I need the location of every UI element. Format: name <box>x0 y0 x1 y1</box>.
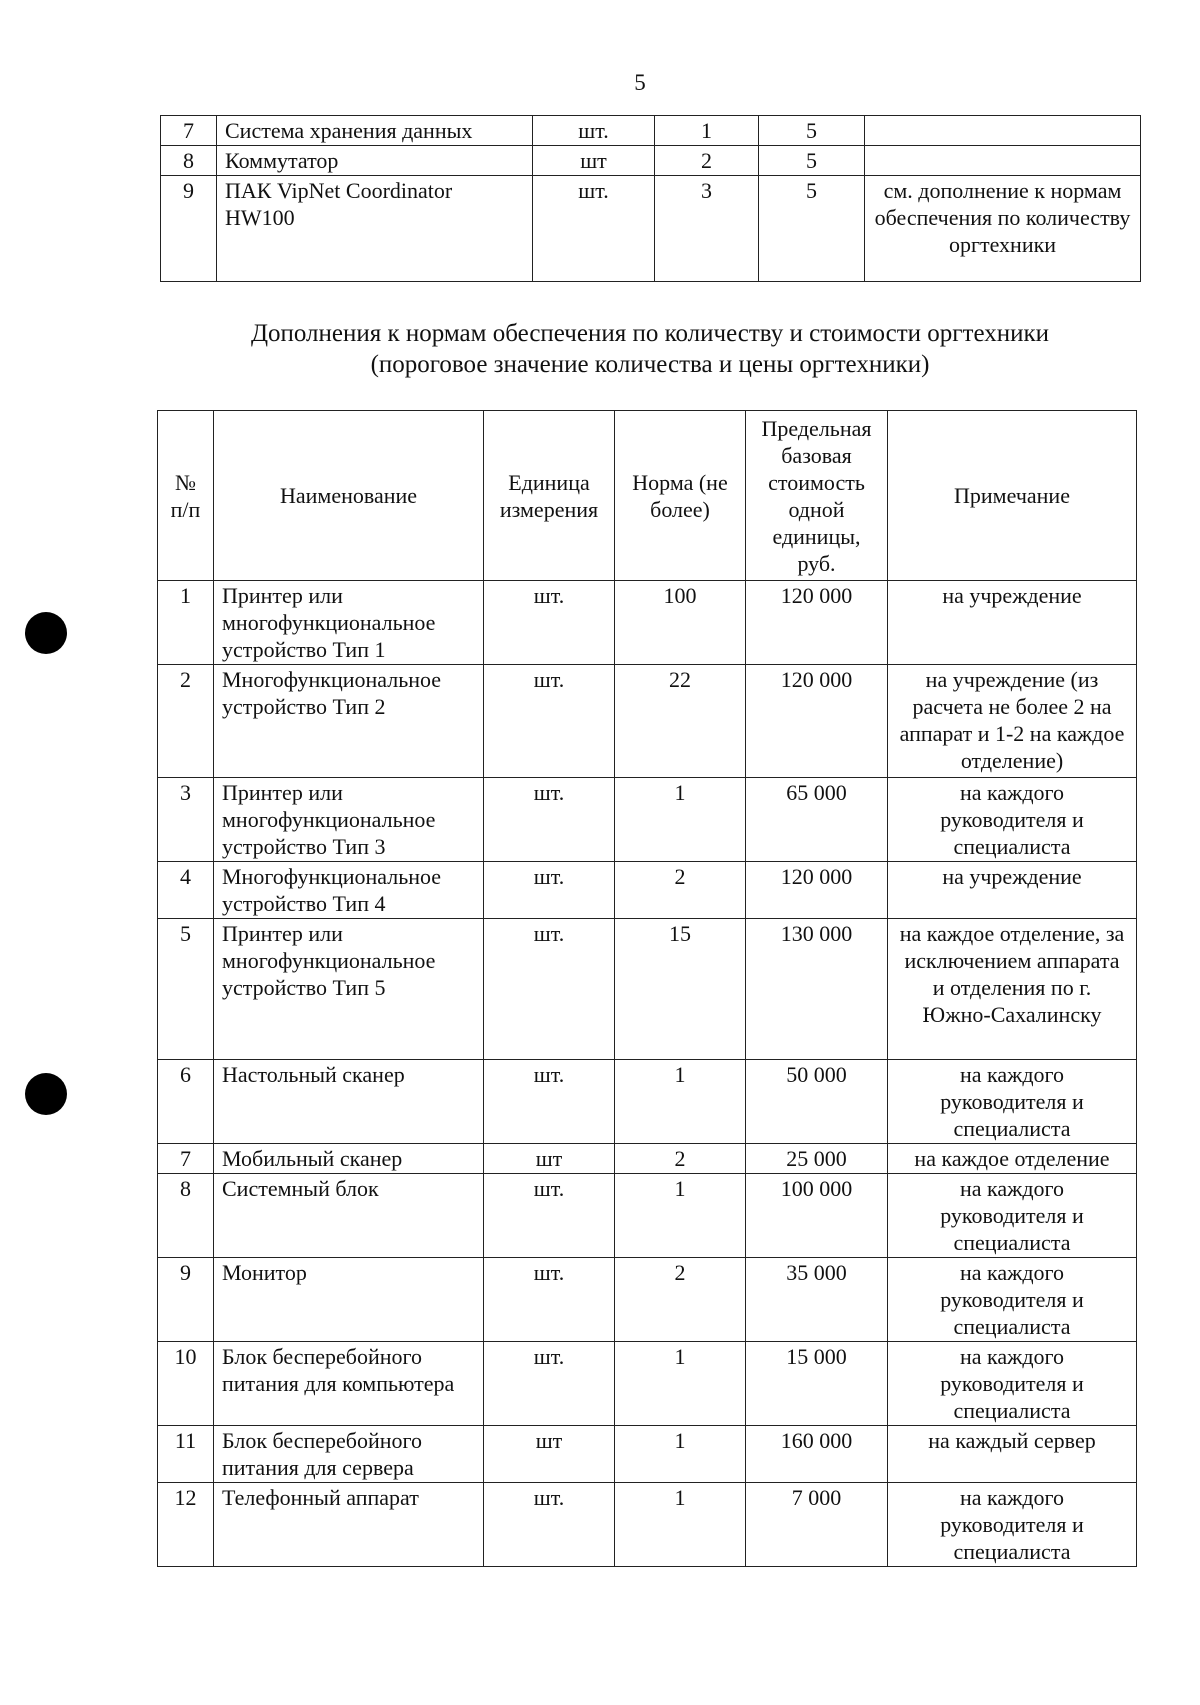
cell-unit: шт. <box>533 176 655 282</box>
punch-hole-top <box>25 612 67 654</box>
cell-norm: 1 <box>655 116 759 146</box>
cell-note: на каждого руководителя и специалиста <box>888 1342 1137 1426</box>
cell-num: 3 <box>158 778 214 862</box>
cell-value: 5 <box>759 176 865 282</box>
table-row <box>158 1483 1137 1567</box>
table-row <box>158 1060 1137 1144</box>
header-unit: Единица измерения <box>484 411 615 581</box>
cell-norm: 15 <box>615 919 746 1060</box>
header-note: Примечание <box>888 411 1137 581</box>
cell-norm: 1 <box>615 1483 746 1567</box>
norms-table <box>157 410 1137 1567</box>
header-price: Предельная базовая стоимость одной единицы, руб. <box>746 411 888 581</box>
cell-name: ПАК VipNet Coordinator HW100 <box>217 176 533 282</box>
cell-note: на каждого руководителя и специалиста <box>888 1060 1137 1144</box>
section-title-line-1: Дополнения к нормам обеспечения по количеству и стоимости оргтехники <box>250 320 1050 347</box>
cell-price: 160 000 <box>746 1426 888 1483</box>
header-row <box>158 411 1137 581</box>
cell-num: 7 <box>158 1144 214 1174</box>
cell-price: 15 000 <box>746 1342 888 1426</box>
section-title-line-2: (пороговое значение количества и цены оргтехники) <box>370 351 930 378</box>
table-row <box>158 1342 1137 1426</box>
cell-unit: шт. <box>533 116 655 146</box>
cell-num: 1 <box>158 581 214 665</box>
table-row <box>161 146 1141 176</box>
cell-price: 25 000 <box>746 1144 888 1174</box>
cell-unit: шт. <box>484 1258 615 1342</box>
cell-unit: шт. <box>484 581 615 665</box>
cell-name: Системный блок <box>214 1174 484 1258</box>
cell-unit: шт. <box>484 665 615 778</box>
cell-name: Мобильный сканер <box>214 1144 484 1174</box>
cell-price: 130 000 <box>746 919 888 1060</box>
cell-norm: 1 <box>615 1426 746 1483</box>
header-norm: Норма (не более) <box>615 411 746 581</box>
cell-name: Многофункциональное устройство Тип 2 <box>214 665 484 778</box>
cell-norm: 3 <box>655 176 759 282</box>
cell-unit: шт. <box>484 778 615 862</box>
cell-name: Принтер или многофункциональное устройство Тип 3 <box>214 778 484 862</box>
cell-norm: 1 <box>615 1174 746 1258</box>
cell-unit: шт. <box>484 1342 615 1426</box>
cell-norm: 100 <box>615 581 746 665</box>
cell-name: Коммутатор <box>217 146 533 176</box>
table-row <box>158 778 1137 862</box>
cell-name: Принтер или многофункциональное устройство Тип 5 <box>214 919 484 1060</box>
cell-note: на каждого руководителя и специалиста <box>888 1483 1137 1567</box>
cell-unit: шт <box>484 1426 615 1483</box>
cell-note: на учреждение <box>888 581 1137 665</box>
cell-note: см. дополнение к нормам обеспечения по количеству оргтехники <box>865 176 1141 282</box>
cell-unit: шт. <box>484 919 615 1060</box>
table-row <box>158 665 1137 778</box>
section-title <box>160 318 1140 380</box>
cell-note <box>865 116 1141 146</box>
table-row <box>158 581 1137 665</box>
table-row <box>158 919 1137 1060</box>
table-row <box>158 1144 1137 1174</box>
cell-price: 120 000 <box>746 665 888 778</box>
cell-name: Система хранения данных <box>217 116 533 146</box>
cell-norm: 1 <box>615 1342 746 1426</box>
page-number: 5 <box>634 70 646 95</box>
table-row <box>158 1426 1137 1483</box>
cell-note: на каждого руководителя и специалиста <box>888 1174 1137 1258</box>
cell-price: 7 000 <box>746 1483 888 1567</box>
cell-num: 4 <box>158 862 214 919</box>
cell-num: 2 <box>158 665 214 778</box>
cell-norm: 2 <box>615 1258 746 1342</box>
cell-price: 120 000 <box>746 862 888 919</box>
cell-note: на каждого руководителя и специалиста <box>888 1258 1137 1342</box>
cell-num: 9 <box>161 176 217 282</box>
cell-name: Принтер или многофункциональное устройство Тип 1 <box>214 581 484 665</box>
table-row <box>158 862 1137 919</box>
table-row <box>161 116 1141 146</box>
cell-note: на каждого руководителя и специалиста <box>888 778 1137 862</box>
cell-norm: 22 <box>615 665 746 778</box>
cell-price: 50 000 <box>746 1060 888 1144</box>
cell-unit: шт. <box>484 1060 615 1144</box>
cell-note: на каждый сервер <box>888 1426 1137 1483</box>
cell-note <box>865 146 1141 176</box>
cell-note: на учреждение <box>888 862 1137 919</box>
header-num: № п/п <box>158 411 214 581</box>
cell-norm: 2 <box>655 146 759 176</box>
cell-unit: шт <box>484 1144 615 1174</box>
table-row <box>158 1174 1137 1258</box>
cell-num: 8 <box>158 1174 214 1258</box>
cell-num: 12 <box>158 1483 214 1567</box>
cell-price: 35 000 <box>746 1258 888 1342</box>
cell-num: 9 <box>158 1258 214 1342</box>
cell-note: на каждое отделение, за исключением аппарата и отделения по г. Южно-Сахалинску <box>888 919 1137 1060</box>
cell-unit: шт <box>533 146 655 176</box>
cell-name: Монитор <box>214 1258 484 1342</box>
cell-num: 11 <box>158 1426 214 1483</box>
top-table <box>160 115 1141 282</box>
cell-price: 100 000 <box>746 1174 888 1258</box>
cell-value: 5 <box>759 146 865 176</box>
cell-price: 65 000 <box>746 778 888 862</box>
table-row <box>158 1258 1137 1342</box>
table-row <box>161 176 1141 282</box>
cell-name: Блок бесперебойного питания для компьютера <box>214 1342 484 1426</box>
cell-note: на учреждение (из расчета не более 2 на аппарат и 1-2 на каждое отделение) <box>888 665 1137 778</box>
cell-num: 5 <box>158 919 214 1060</box>
cell-num: 8 <box>161 146 217 176</box>
cell-norm: 1 <box>615 778 746 862</box>
cell-name: Настольный сканер <box>214 1060 484 1144</box>
cell-unit: шт. <box>484 1483 615 1567</box>
cell-value: 5 <box>759 116 865 146</box>
cell-name: Блок бесперебойного питания для сервера <box>214 1426 484 1483</box>
cell-norm: 2 <box>615 1144 746 1174</box>
cell-num: 10 <box>158 1342 214 1426</box>
cell-unit: шт. <box>484 862 615 919</box>
cell-num: 6 <box>158 1060 214 1144</box>
cell-norm: 1 <box>615 1060 746 1144</box>
cell-num: 7 <box>161 116 217 146</box>
cell-name: Телефонный аппарат <box>214 1483 484 1567</box>
cell-name: Многофункциональное устройство Тип 4 <box>214 862 484 919</box>
cell-norm: 2 <box>615 862 746 919</box>
punch-hole-bottom <box>25 1073 67 1115</box>
cell-price: 120 000 <box>746 581 888 665</box>
cell-note: на каждое отделение <box>888 1144 1137 1174</box>
cell-unit: шт. <box>484 1174 615 1258</box>
header-name: Наименование <box>214 411 484 581</box>
